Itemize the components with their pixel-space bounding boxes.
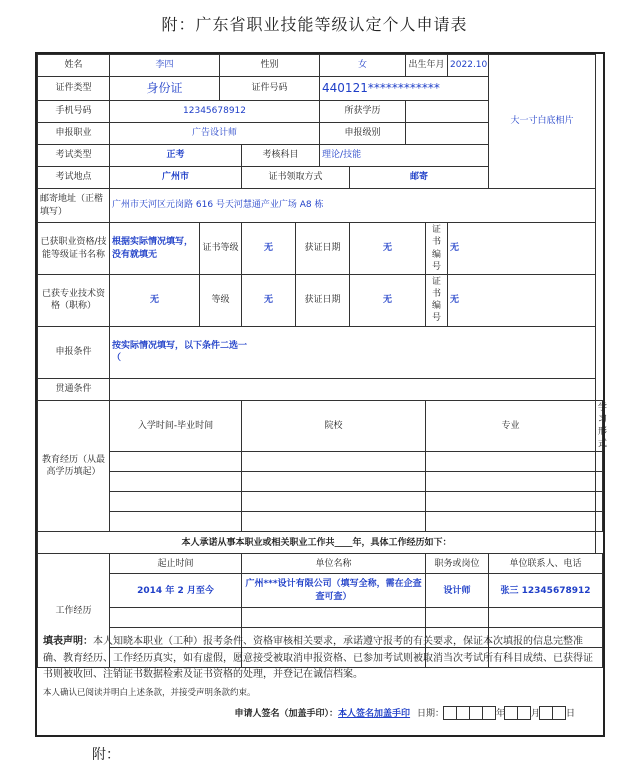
day-label: 日 <box>565 708 575 719</box>
value-id-type[interactable]: 身份证 <box>110 77 220 101</box>
edu-cell[interactable] <box>596 512 603 532</box>
label-exam-place: 考试地点 <box>38 167 110 189</box>
label-name: 姓名 <box>38 55 110 77</box>
label-edu-history: 教育经历（从最高学历填起） <box>38 400 110 532</box>
edu-header-form: 学习形式 <box>596 400 603 452</box>
work-header-time: 起止时间 <box>110 554 242 574</box>
date-box[interactable] <box>443 706 457 720</box>
work-cell[interactable] <box>110 608 242 628</box>
label-job: 申报职业 <box>38 123 110 145</box>
work-row1-time[interactable]: 2014 年 2 月至今 <box>110 574 242 608</box>
edu-header-major: 专业 <box>426 400 596 452</box>
value-id-no[interactable]: 440121************ <box>320 77 489 101</box>
declaration <box>37 628 603 720</box>
edu-cell[interactable] <box>110 512 242 532</box>
edu-header-school: 院校 <box>242 400 426 452</box>
year-label: 年 <box>495 708 505 719</box>
value-phone[interactable]: 12345678912 <box>110 101 320 123</box>
label-qual: 已获职业资格/技能等级证书名称 <box>38 223 110 275</box>
label-pro-level: 等级 <box>200 275 242 327</box>
value-address[interactable]: 广州市天河区元岗路 616 号天河慧通产业广场 A8 栋 <box>110 189 596 223</box>
value-pro-no[interactable]: 无 <box>448 275 596 327</box>
value-exam-subject[interactable]: 理论/技能 <box>320 145 489 167</box>
edu-cell[interactable] <box>596 472 603 492</box>
label-education: 所获学历 <box>320 101 406 123</box>
value-birth[interactable]: 2022.10 <box>448 55 489 77</box>
date-label: 日期： <box>416 708 444 719</box>
edu-cell[interactable] <box>426 472 596 492</box>
date-box[interactable] <box>469 706 483 720</box>
signature-line <box>43 706 597 721</box>
label-exam-subject: 考核科目 <box>242 145 320 167</box>
edu-cell[interactable] <box>242 472 426 492</box>
edu-cell[interactable] <box>242 512 426 532</box>
value-pro-level[interactable]: 无 <box>242 275 296 327</box>
label-cert-method: 证书领取方式 <box>242 167 350 189</box>
label-pro-title: 已获专业技术资格（职称） <box>38 275 110 327</box>
declaration-confirm: 本人确认已阅读并明白上述条款，并接受声明条款约束。 <box>43 687 256 698</box>
work-row1-contact[interactable]: 张三 12345678912 <box>489 574 603 608</box>
value-pro-title[interactable]: 无 <box>110 275 200 327</box>
label-cert-level: 证书等级 <box>200 223 242 275</box>
label-phone: 手机号码 <box>38 101 110 123</box>
label-work-history: 工作经历 <box>38 554 110 668</box>
application-form <box>35 52 608 737</box>
edu-header-time: 入学时间-毕业时间 <box>110 400 242 452</box>
label-id-no: 证件号码 <box>220 77 320 101</box>
value-exam-type[interactable]: 正考 <box>110 145 242 167</box>
value-qual-no[interactable]: 无 <box>448 223 596 275</box>
label-apply-cond: 申报条件 <box>38 326 110 378</box>
form-table <box>37 54 608 668</box>
declaration-paragraph <box>43 634 597 684</box>
edu-cell[interactable] <box>426 512 596 532</box>
label-pro-date: 获证日期 <box>296 275 350 327</box>
value-exam-place[interactable]: 广州市 <box>110 167 242 189</box>
sign-value[interactable]: 本人签名加盖手印 <box>338 708 411 719</box>
work-header-contact: 单位联系人、电话 <box>489 554 603 574</box>
declaration-text: 本人知晓本职业（工种）报考条件、资格审核相关要求，承诺遵守报考的有关要求，保证本次填报的信息完整准确、教育经历、工作经历真实，如有虚假，愿意接受被取消申报资格、已参加考试则被取消当次考试所有科目成绩、已获得证书则被收回、注销证书数据检索及证书资格的处理，并登记在诚信档案。 <box>43 636 593 680</box>
label-address: 邮寄地址（正楷填写） <box>38 189 110 223</box>
work-row1-company[interactable]: 广州***设计有限公司（填写全称，需在企查查可查） <box>242 574 426 608</box>
label-exam-type: 考试类型 <box>38 145 110 167</box>
label-issue-date: 获证日期 <box>296 223 350 275</box>
label-cert-no: 证书编号 <box>426 223 448 275</box>
edu-cell[interactable] <box>242 452 426 472</box>
edu-cell[interactable] <box>110 472 242 492</box>
value-qual-date[interactable]: 无 <box>350 223 426 275</box>
label-level: 申报级别 <box>320 123 406 145</box>
date-box[interactable] <box>504 706 518 720</box>
edu-cell[interactable] <box>426 452 596 472</box>
date-box[interactable] <box>456 706 470 720</box>
label-birth: 出生年月 <box>406 55 448 77</box>
value-qual-name[interactable]: 根据实际情况填写，没有就填无 <box>110 223 200 275</box>
photo-box[interactable]: 大一寸白底相片 <box>489 55 596 189</box>
work-cell[interactable] <box>489 608 603 628</box>
label-through-cond: 贯通条件 <box>38 378 110 400</box>
label-id-type: 证件类型 <box>38 77 110 101</box>
work-header-company: 单位名称 <box>242 554 426 574</box>
label-gender: 性别 <box>220 55 320 77</box>
value-education[interactable] <box>406 101 489 123</box>
work-cell[interactable] <box>426 608 489 628</box>
apply-cond-line-1: 按实际情况填写，以下条件二选一 <box>112 340 248 351</box>
value-pro-date[interactable]: 无 <box>350 275 426 327</box>
label-pro-no: 证书编号 <box>426 275 448 327</box>
value-gender[interactable]: 女 <box>320 55 406 77</box>
date-box[interactable] <box>539 706 553 720</box>
work-header-position: 职务或岗位 <box>426 554 489 574</box>
work-commitment: 本人承诺从事本职业或相关职业工作共____年，具体工作经历如下： <box>38 532 596 554</box>
value-level[interactable] <box>406 123 489 145</box>
value-name[interactable]: 李四 <box>110 55 220 77</box>
value-job[interactable]: 广告设计师 <box>110 123 320 145</box>
value-qual-level[interactable]: 无 <box>242 223 296 275</box>
month-label: 月 <box>530 708 540 719</box>
work-cell[interactable] <box>242 608 426 628</box>
value-cert-method[interactable]: 邮寄 <box>350 167 489 189</box>
edu-cell[interactable] <box>596 492 603 512</box>
date-box[interactable] <box>552 706 566 720</box>
edu-cell[interactable] <box>110 452 242 472</box>
value-through-cond[interactable] <box>110 378 596 400</box>
value-apply-cond[interactable] <box>110 326 596 378</box>
date-box[interactable] <box>482 706 496 720</box>
edu-cell[interactable] <box>110 492 242 512</box>
edu-cell[interactable] <box>242 492 426 512</box>
work-row1-position[interactable]: 设计师 <box>426 574 489 608</box>
date-box[interactable] <box>517 706 531 720</box>
footer-note: 附： <box>92 747 120 763</box>
apply-cond-line-2: （ <box>112 353 122 364</box>
form-title: 附：广东省职业技能等级认定个人申请表 <box>161 15 468 34</box>
sign-label: 申请人签名（加盖手印）： <box>234 708 339 719</box>
edu-cell[interactable] <box>426 492 596 512</box>
declaration-heading: 填表声明： <box>43 636 93 647</box>
edu-cell[interactable] <box>596 452 603 472</box>
